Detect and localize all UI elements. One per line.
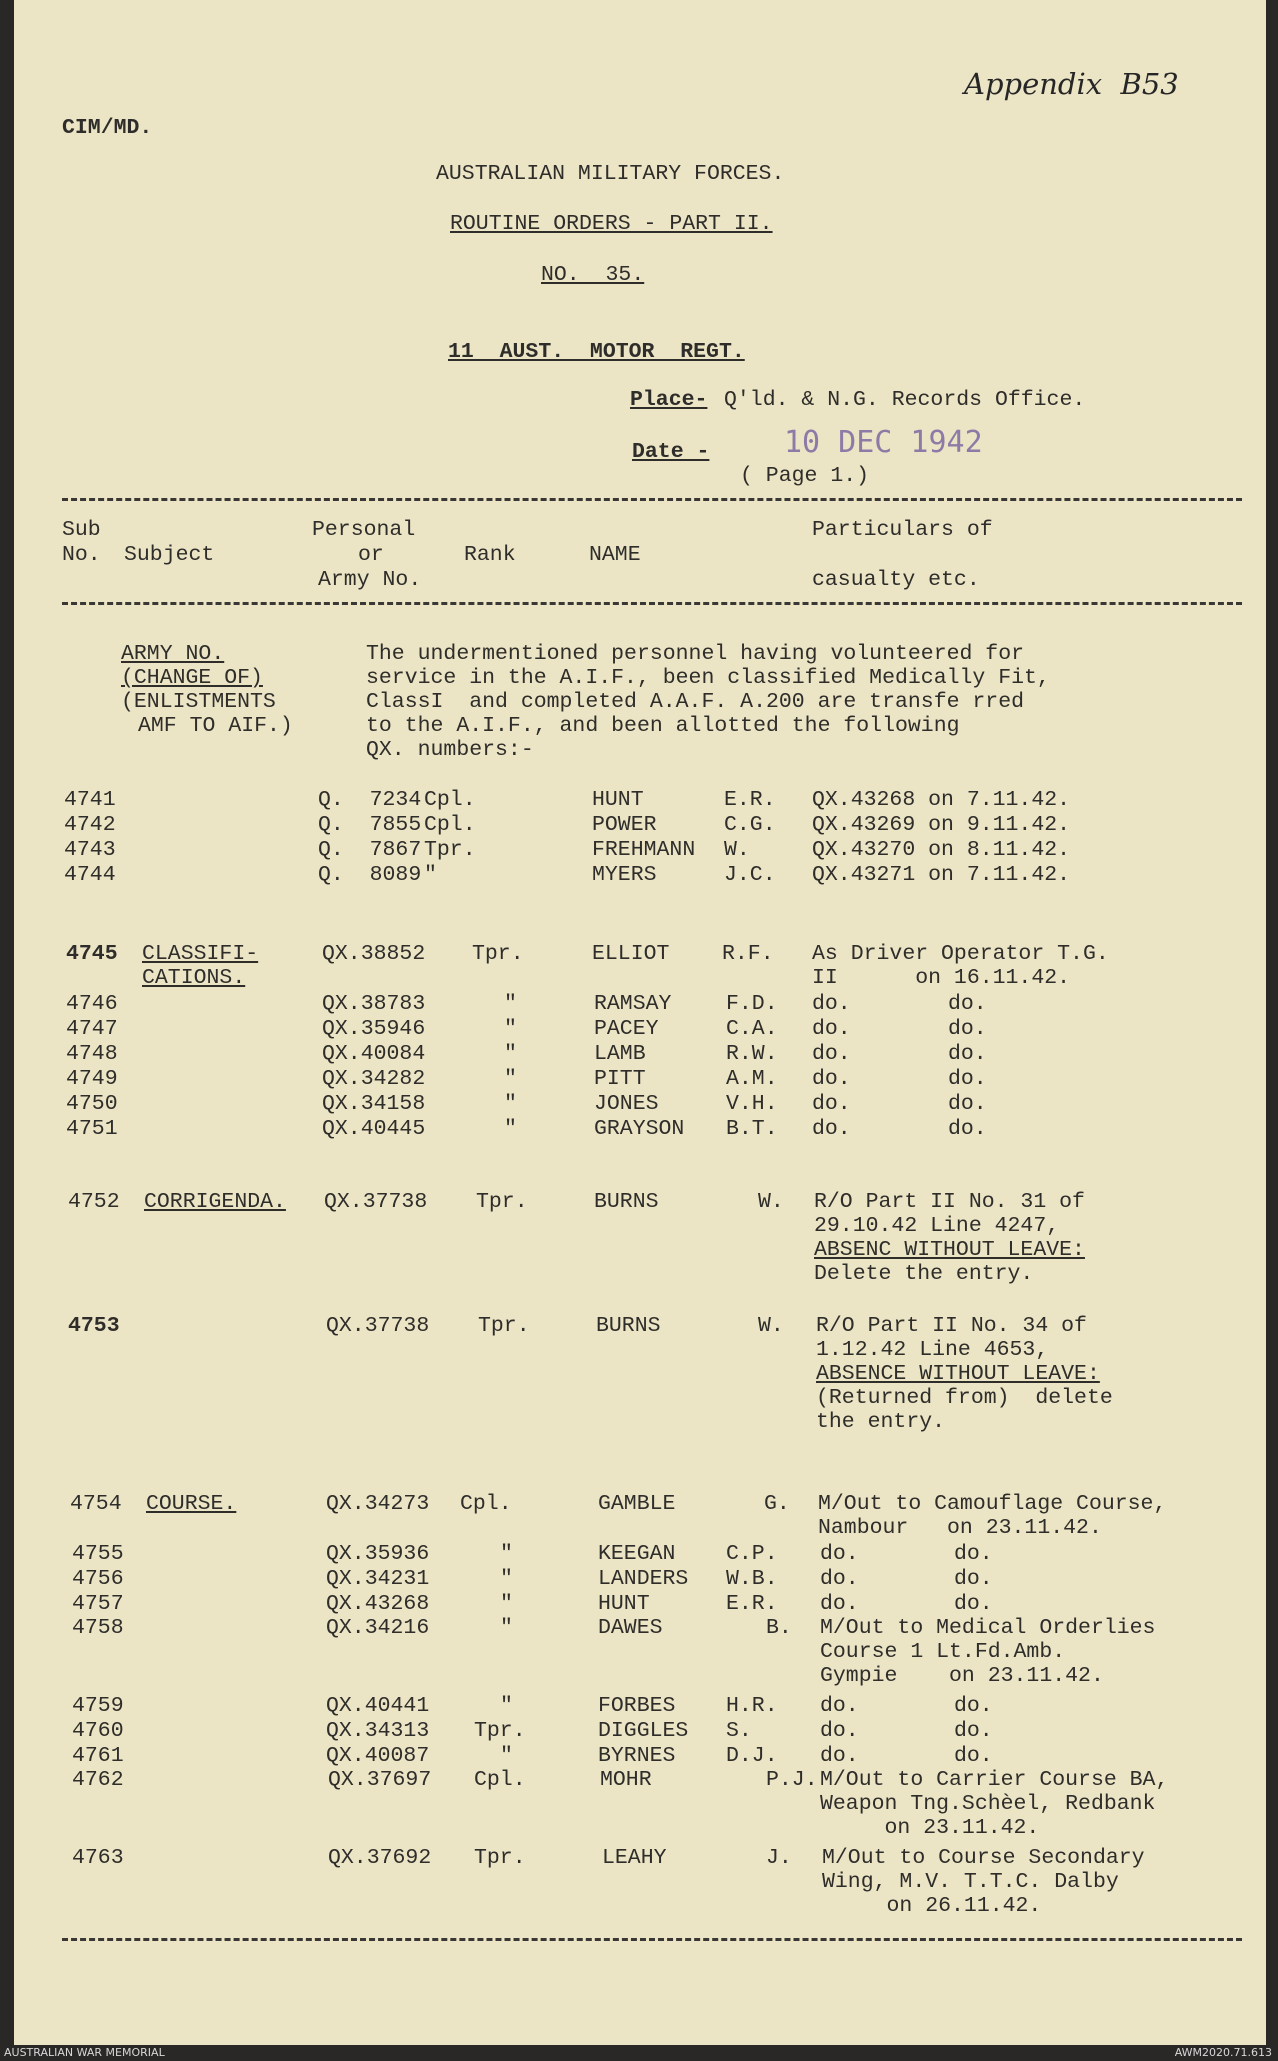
section-text: service in the A.I.F., been classified Medically Fit,	[366, 666, 1050, 690]
rank: "	[500, 1567, 513, 1591]
particulars: do.	[954, 1542, 993, 1566]
footer-right: AWM2020.71.613	[1174, 2046, 1272, 2059]
particulars: 1.12.42 Line 4653,	[816, 1338, 1049, 1362]
rank: Tpr.	[472, 942, 524, 966]
particulars: do.	[954, 1567, 993, 1591]
army-number: QX.34231	[326, 1567, 430, 1591]
section-heading: COURSE.	[146, 1492, 237, 1516]
particulars: do.	[820, 1542, 859, 1566]
particulars: do.	[954, 1719, 993, 1743]
army-number: QX.34158	[322, 1092, 426, 1116]
row-no: 4751	[66, 1117, 118, 1141]
rank: Tpr.	[478, 1314, 530, 1338]
particulars: Wing, M.V. T.T.C. Dalby	[822, 1870, 1119, 1894]
particulars: the entry.	[816, 1410, 946, 1434]
particulars: do.	[954, 1592, 993, 1616]
rank: Cpl.	[474, 1768, 526, 1792]
rank: "	[504, 1117, 517, 1141]
surname: BURNS	[596, 1314, 661, 1338]
particulars: QX.43271 on 7.11.42.	[812, 863, 1071, 887]
particulars: R/O Part II No. 31 of	[814, 1190, 1085, 1214]
initials: J.	[766, 1846, 792, 1870]
row-no: 4741	[64, 788, 116, 812]
army-number: QX.40445	[322, 1117, 426, 1141]
initials: W.	[758, 1314, 784, 1338]
divider-top	[62, 498, 1242, 501]
section-text: The undermentioned personnel having volunteered for	[366, 642, 1025, 666]
surname: POWER	[592, 813, 657, 837]
particulars: do.	[948, 1042, 987, 1066]
particulars: Course 1 Lt.Fd.Amb.	[820, 1640, 1066, 1664]
particulars: R/O Part II No. 34 of	[816, 1314, 1087, 1338]
col-particulars: Particulars of	[812, 518, 993, 542]
initials: R.F.	[722, 942, 774, 966]
col-or: or	[358, 543, 384, 567]
particulars: do.	[948, 1117, 987, 1141]
divider-header	[62, 602, 1242, 605]
surname: PITT	[594, 1067, 646, 1091]
col-subject: Subject	[124, 543, 215, 567]
document-page	[14, 0, 1266, 2045]
row-no: 4753	[68, 1314, 120, 1338]
particulars: do.	[812, 992, 851, 1016]
initials: D.J.	[726, 1744, 778, 1768]
surname: FORBES	[598, 1694, 676, 1718]
initials: F.D.	[726, 992, 778, 1016]
surname: HUNT	[598, 1592, 650, 1616]
initials: H.R.	[726, 1694, 778, 1718]
army-number: QX.37738	[326, 1314, 430, 1338]
initials: W.	[758, 1190, 784, 1214]
particulars: do.	[820, 1744, 859, 1768]
particulars: QX.43268 on 7.11.42.	[812, 788, 1071, 812]
particulars: Delete the entry.	[814, 1262, 1034, 1286]
initials: R.W.	[726, 1042, 778, 1066]
initials: B.T.	[726, 1117, 778, 1141]
particulars: M/Out to Course Secondary	[822, 1846, 1145, 1870]
row-no: 4747	[66, 1017, 118, 1041]
surname: KEEGAN	[598, 1542, 676, 1566]
margin-note: CIM/MD.	[62, 116, 153, 140]
date-stamp: 10 DEC 1942	[784, 425, 983, 460]
particulars: M/Out to Camouflage Course,	[818, 1492, 1167, 1516]
particulars: on 23.11.42.	[820, 1816, 1040, 1840]
rank: "	[424, 863, 437, 887]
section-text: to the A.I.F., and been allotted the following	[366, 714, 960, 738]
army-number: QX.35946	[322, 1017, 426, 1041]
section-heading: ARMY NO.	[121, 642, 225, 666]
particulars: Nambour on 23.11.42.	[818, 1516, 1102, 1540]
particulars: do.	[820, 1592, 859, 1616]
initials: E.R.	[724, 788, 776, 812]
particulars: on 26.11.42.	[822, 1894, 1042, 1918]
col-casualty: casualty etc.	[812, 568, 980, 592]
row-no: 4761	[72, 1744, 124, 1768]
rank: "	[504, 1067, 517, 1091]
particulars: (Returned from) delete	[816, 1386, 1113, 1410]
section-heading: CATIONS.	[142, 966, 246, 990]
section-heading: CORRIGENDA.	[144, 1190, 286, 1214]
rank: "	[500, 1694, 513, 1718]
army-number: QX.43268	[326, 1592, 430, 1616]
particulars: Gympie on 23.11.42.	[820, 1664, 1104, 1688]
army-number: QX.34282	[322, 1067, 426, 1091]
row-no: 4749	[66, 1067, 118, 1091]
surname: GAMBLE	[598, 1492, 676, 1516]
army-number: Q. 7234	[318, 788, 422, 812]
unit-name: 11 AUST. MOTOR REGT.	[448, 340, 745, 364]
rank: "	[500, 1744, 513, 1768]
surname: BYRNES	[598, 1744, 676, 1768]
army-number: QX.37697	[328, 1768, 432, 1792]
army-number: QX.37738	[324, 1190, 428, 1214]
particulars: QX.43270 on 8.11.42.	[812, 838, 1071, 862]
appendix-note: Appendix B53	[964, 67, 1179, 101]
particulars: do.	[948, 1067, 987, 1091]
rank: Cpl.	[424, 788, 476, 812]
particulars: do.	[812, 1017, 851, 1041]
army-number: QX.40087	[326, 1744, 430, 1768]
initials: B.	[766, 1616, 792, 1640]
army-number: QX.37692	[328, 1846, 432, 1870]
particulars: do.	[954, 1694, 993, 1718]
surname: RAMSAY	[594, 992, 672, 1016]
initials: W.B.	[726, 1567, 778, 1591]
army-number: QX.35936	[326, 1542, 430, 1566]
section-heading: (ENLISTMENTS	[121, 690, 276, 714]
row-no: 4752	[68, 1190, 120, 1214]
date-label: Date -	[632, 440, 710, 464]
particulars: M/Out to Medical Orderlies	[820, 1616, 1156, 1640]
section-text: QX. numbers:-	[366, 738, 534, 762]
initials: E.R.	[726, 1592, 778, 1616]
section-text: ClassI and completed A.A.F. A.200 are transfe rred	[366, 690, 1025, 714]
army-number: Q. 7855	[318, 813, 422, 837]
particulars: do.	[954, 1744, 993, 1768]
army-number: Q. 7867	[318, 838, 422, 862]
rank: "	[504, 992, 517, 1016]
col-army-no: Army No.	[318, 568, 422, 592]
particulars: M/Out to Carrier Course BA,	[820, 1768, 1169, 1792]
row-no: 4746	[66, 992, 118, 1016]
initials: P.J.	[766, 1768, 818, 1792]
rank: "	[504, 1017, 517, 1041]
army-number: QX.40084	[322, 1042, 426, 1066]
particulars: As Driver Operator T.G.	[812, 942, 1109, 966]
row-no: 4745	[66, 942, 118, 966]
initials: J.C.	[724, 863, 776, 887]
surname: MYERS	[592, 863, 657, 887]
surname: FREHMANN	[592, 838, 696, 862]
section-heading: CLASSIFI-	[142, 942, 259, 966]
initials: A.M.	[726, 1067, 778, 1091]
particulars: II on 16.11.42.	[812, 966, 1071, 990]
rank: "	[500, 1616, 513, 1640]
particulars: do.	[812, 1117, 851, 1141]
army-number: QX.34273	[326, 1492, 430, 1516]
divider-bottom	[62, 1938, 1242, 1941]
army-number: QX.40441	[326, 1694, 430, 1718]
rank: "	[504, 1092, 517, 1116]
col-name: NAME	[589, 543, 641, 567]
document-title: AUSTRALIAN MILITARY FORCES.	[436, 162, 785, 186]
initials: V.H.	[726, 1092, 778, 1116]
row-no: 4758	[72, 1616, 124, 1640]
place-value: Q'ld. & N.G. Records Office.	[724, 388, 1086, 412]
col-rank: Rank	[464, 543, 516, 567]
particulars: do.	[812, 1042, 851, 1066]
row-no: 4744	[64, 863, 116, 887]
initials: C.A.	[726, 1017, 778, 1041]
row-no: 4759	[72, 1694, 124, 1718]
army-number: QX.34313	[326, 1719, 430, 1743]
col-sub: Sub	[62, 518, 101, 542]
initials: G.	[764, 1492, 790, 1516]
document-subtitle: ROUTINE ORDERS - PART II.	[450, 212, 773, 236]
surname: LAMB	[594, 1042, 646, 1066]
rank: Tpr.	[476, 1190, 528, 1214]
particulars: do.	[812, 1067, 851, 1091]
row-no: 4757	[72, 1592, 124, 1616]
surname: BURNS	[594, 1190, 659, 1214]
particulars: QX.43269 on 9.11.42.	[812, 813, 1071, 837]
particulars: do.	[948, 1017, 987, 1041]
rank: "	[500, 1592, 513, 1616]
order-number: NO. 35.	[541, 263, 645, 287]
particulars: do.	[820, 1694, 859, 1718]
place-label: Place-	[630, 388, 708, 412]
particulars: Weapon Tng.Schèel, Redbank	[820, 1792, 1156, 1816]
col-no: No.	[62, 543, 101, 567]
row-no: 4750	[66, 1092, 118, 1116]
army-number: QX.34216	[326, 1616, 430, 1640]
surname: JONES	[594, 1092, 659, 1116]
rank: Cpl.	[424, 813, 476, 837]
row-no: 4754	[70, 1492, 122, 1516]
row-no: 4760	[72, 1719, 124, 1743]
footer	[0, 2045, 1278, 2061]
surname: MOHR	[600, 1768, 652, 1792]
surname: GRAYSON	[594, 1117, 685, 1141]
rank: Tpr.	[474, 1846, 526, 1870]
rank: Tpr.	[424, 838, 476, 862]
footer-left: AUSTRALIAN WAR MEMORIAL	[4, 2046, 165, 2059]
surname: LEAHY	[602, 1846, 667, 1870]
army-number: QX.38852	[322, 942, 426, 966]
surname: HUNT	[592, 788, 644, 812]
rank: "	[500, 1542, 513, 1566]
army-number: Q. 8089	[318, 863, 422, 887]
section-heading: (CHANGE OF)	[121, 666, 263, 690]
particulars: do.	[820, 1567, 859, 1591]
particulars: do.	[948, 1092, 987, 1116]
particulars: ABSENCE WITHOUT LEAVE:	[816, 1362, 1100, 1386]
row-no: 4742	[64, 813, 116, 837]
particulars: do.	[812, 1092, 851, 1116]
row-no: 4755	[72, 1542, 124, 1566]
surname: ELLIOT	[592, 942, 670, 966]
surname: PACEY	[594, 1017, 659, 1041]
page-number: ( Page 1.)	[740, 464, 870, 488]
surname: LANDERS	[598, 1567, 689, 1591]
particulars: do.	[948, 992, 987, 1016]
particulars: 29.10.42 Line 4247,	[814, 1214, 1060, 1238]
initials: S.	[726, 1719, 752, 1743]
row-no: 4762	[72, 1768, 124, 1792]
particulars: ABSENC WITHOUT LEAVE:	[814, 1238, 1085, 1262]
particulars: do.	[820, 1719, 859, 1743]
row-no: 4756	[72, 1567, 124, 1591]
initials: W.	[724, 838, 750, 862]
rank: Tpr.	[474, 1719, 526, 1743]
row-no: 4748	[66, 1042, 118, 1066]
col-personal: Personal	[312, 518, 416, 542]
surname: DAWES	[598, 1616, 663, 1640]
row-no: 4743	[64, 838, 116, 862]
surname: DIGGLES	[598, 1719, 689, 1743]
section-heading: AMF TO AIF.)	[138, 714, 293, 738]
initials: C.G.	[724, 813, 776, 837]
initials: C.P.	[726, 1542, 778, 1566]
row-no: 4763	[72, 1846, 124, 1870]
rank: "	[504, 1042, 517, 1066]
army-number: QX.38783	[322, 992, 426, 1016]
rank: Cpl.	[460, 1492, 512, 1516]
